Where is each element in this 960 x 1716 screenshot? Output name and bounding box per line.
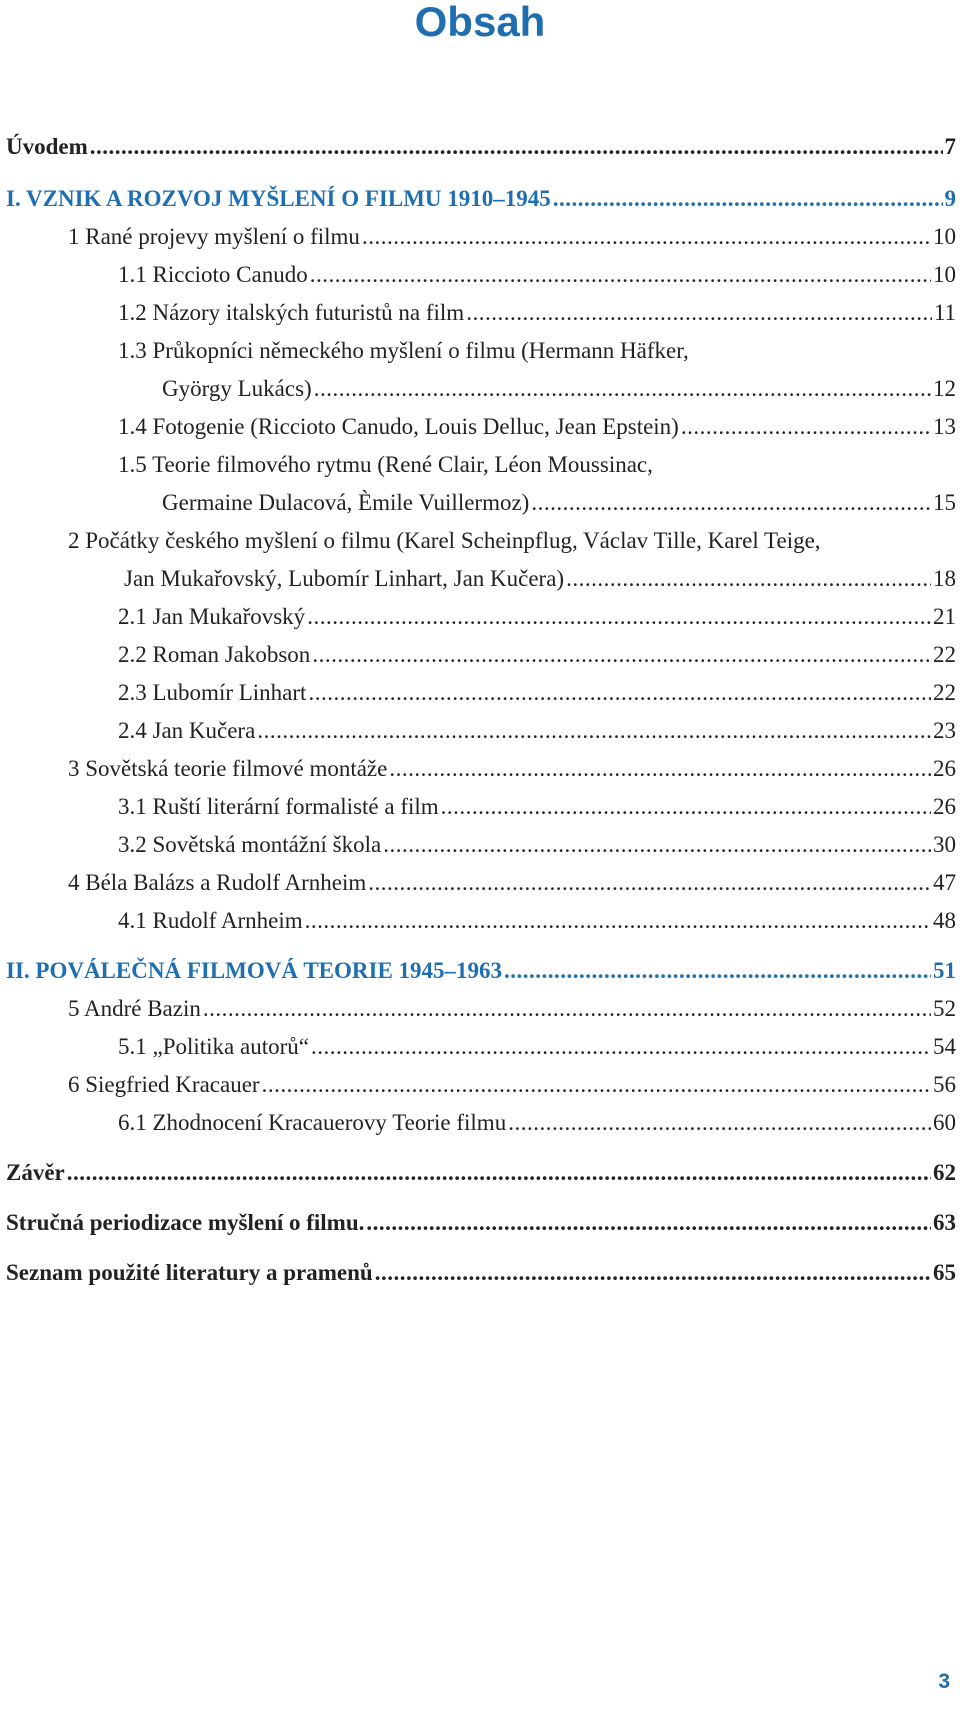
toc-entry-page: 15 [933,490,956,515]
toc-entry-section-3-1[interactable] [118,788,956,826]
toc-entry-label: 3.1 Ruští literární formalisté a film [118,794,439,819]
page-number: 3 [938,1670,950,1693]
dot-leader [311,1028,931,1066]
toc-entry-zaver[interactable] [6,1154,956,1192]
toc-entry-label: György Lukács) [162,376,312,401]
toc-entry-literatura[interactable] [6,1254,956,1292]
toc-entry-label: 1.3 Průkopníci německého myšlení o filmu (Hermann Häfker, [118,338,689,363]
toc-entry-page: 11 [933,300,956,325]
toc-entry-page: 63 [933,1210,956,1235]
toc-entry-label: 2.4 Jan Kučera [118,718,256,743]
toc-entry-page: 9 [944,186,956,211]
toc-entry-label: 6.1 Zhodnocení Kracauerovy Teorie filmu [118,1110,507,1135]
toc-entry-label: 5 André Bazin [68,996,201,1021]
toc-entry-label: II. POVÁLEČNÁ FILMOVÁ TEORIE 1945–1963 [6,958,503,983]
dot-leader [307,598,931,636]
toc-entry-page: 30 [933,832,956,857]
toc-entry-page: 26 [933,794,956,819]
toc-entry-page: 23 [933,718,956,743]
toc-entry-label: Germaine Dulacová, Èmile Vuillermoz) [162,490,530,515]
dot-leader [389,750,931,788]
toc-entry-part-1[interactable] [6,180,956,218]
dot-leader [681,408,931,446]
dot-leader [262,1066,931,1104]
toc-entry-section-1-3[interactable] [118,332,956,370]
toc-entry-label: 2.3 Lubomír Linhart [118,680,307,705]
toc-entry-page: 12 [933,376,956,401]
toc-entry-section-5-1[interactable] [118,1028,956,1066]
dot-leader [531,484,931,522]
toc-entry-section-2-4[interactable] [118,712,956,750]
toc-entry-uvodem[interactable] [6,128,956,166]
toc-entry-page: 56 [933,1072,956,1097]
toc-entry-label: 5.1 „Politika autorů“ [118,1034,309,1059]
toc-entry-section-2-2[interactable] [118,636,956,674]
dot-leader [466,294,932,332]
toc-entry-chapter-4[interactable] [68,864,956,902]
dot-leader [441,788,931,826]
toc-entry-label: Seznam použité literatury a pramenů [6,1260,373,1285]
toc-entry-section-2-1[interactable] [118,598,956,636]
toc-entry-label: 1 Rané projevy myšlení o filmu [68,224,360,249]
page-title: Obsah [414,0,546,45]
dot-leader [508,1104,931,1142]
toc-entry-page: 22 [933,680,956,705]
toc-entry-label: I. VZNIK A ROZVOJ MYŠLENÍ O FILMU 1910–1945 [6,186,551,211]
toc-entry-chapter-2-continued[interactable] [124,560,956,598]
dot-leader [383,826,931,864]
toc-entry-label: Jan Mukařovský, Lubomír Linhart, Jan Kučera) [124,566,565,591]
toc-entry-page: 13 [933,414,956,439]
toc-entry-section-2-3[interactable] [118,674,956,712]
dot-leader [257,712,931,750]
toc-entry-section-1-5-continued[interactable] [162,484,956,522]
toc-entry-label: 2.1 Jan Mukařovský [118,604,306,629]
toc-entry-section-1-4[interactable] [118,408,956,446]
toc-entry-page: 10 [933,262,956,287]
dot-leader [312,636,931,674]
toc-entry-section-3-2[interactable] [118,826,956,864]
toc-entry-label: Stručná periodizace myšlení o filmu. [6,1210,365,1235]
dot-leader [375,1254,931,1292]
toc-entry-chapter-5[interactable] [68,990,956,1028]
dot-leader [67,1154,931,1192]
toc-entry-page: 26 [933,756,956,781]
dot-leader [90,128,943,166]
toc-entry-chapter-1[interactable] [68,218,956,256]
toc-entry-label: 1.4 Fotogenie (Riccioto Canudo, Louis Delluc, Jean Epstein) [118,414,679,439]
toc-entry-label: 4.1 Rudolf Arnheim [118,908,303,933]
toc-entry-page: 18 [933,566,956,591]
toc-entry-label: Úvodem [6,134,88,159]
toc-entry-page: 22 [933,642,956,667]
toc-entry-page: 21 [933,604,956,629]
toc-entry-section-4-1[interactable] [118,902,956,940]
dot-leader [308,674,931,712]
toc-entry-section-1-5[interactable] [118,446,956,484]
toc-entry-page: 60 [933,1110,956,1135]
toc-entry-label: 1.1 Riccioto Canudo [118,262,308,287]
toc-entry-label: 2.2 Roman Jakobson [118,642,311,667]
toc-entry-label: 1.2 Názory italských futuristů na film [118,300,465,325]
toc-entry-page: 10 [933,224,956,249]
dot-leader [305,902,931,940]
toc-entry-page: 62 [933,1160,956,1185]
toc-entry-chapter-2[interactable] [68,522,956,560]
toc-entry-periodizace[interactable] [6,1204,956,1242]
dot-leader [366,1204,931,1242]
toc-entry-section-1-3-continued[interactable] [162,370,956,408]
toc-entry-page: 65 [933,1260,956,1285]
toc-entry-page: 51 [933,958,956,983]
dot-leader [362,218,931,256]
toc-entry-section-1-2[interactable] [118,294,956,332]
toc-entry-label: Závěr [6,1160,65,1185]
dot-leader [504,952,931,990]
toc-entry-label: 4 Béla Balázs a Rudolf Arnheim [68,870,367,895]
toc-entry-label: 2 Počátky českého myšlení o filmu (Karel Scheinpflug, Václav Tille, Karel Teige, [68,528,821,553]
table-of-contents [6,128,958,1292]
toc-entry-page: 47 [933,870,956,895]
dot-leader [368,864,931,902]
toc-entry-section-6-1[interactable] [118,1104,956,1142]
dot-leader [314,370,931,408]
dot-leader [310,256,931,294]
toc-entry-label: 1.5 Teorie filmového rytmu (René Clair, Léon Moussinac, [118,452,653,477]
toc-entry-label: 3.2 Sovětská montážní škola [118,832,382,857]
toc-entry-section-1-1[interactable] [118,256,956,294]
toc-entry-page: 48 [933,908,956,933]
toc-entry-chapter-6[interactable] [68,1066,956,1104]
toc-entry-label: 6 Siegfried Kracauer [68,1072,260,1097]
toc-entry-part-2[interactable] [6,952,956,990]
toc-entry-page: 52 [933,996,956,1021]
dot-leader [553,180,943,218]
toc-entry-page: 7 [944,134,956,159]
toc-entry-label: 3 Sovětská teorie filmové montáže [68,756,388,781]
dot-leader [566,560,931,598]
dot-leader [203,990,931,1028]
toc-entry-page: 54 [933,1034,956,1059]
toc-entry-chapter-3[interactable] [68,750,956,788]
